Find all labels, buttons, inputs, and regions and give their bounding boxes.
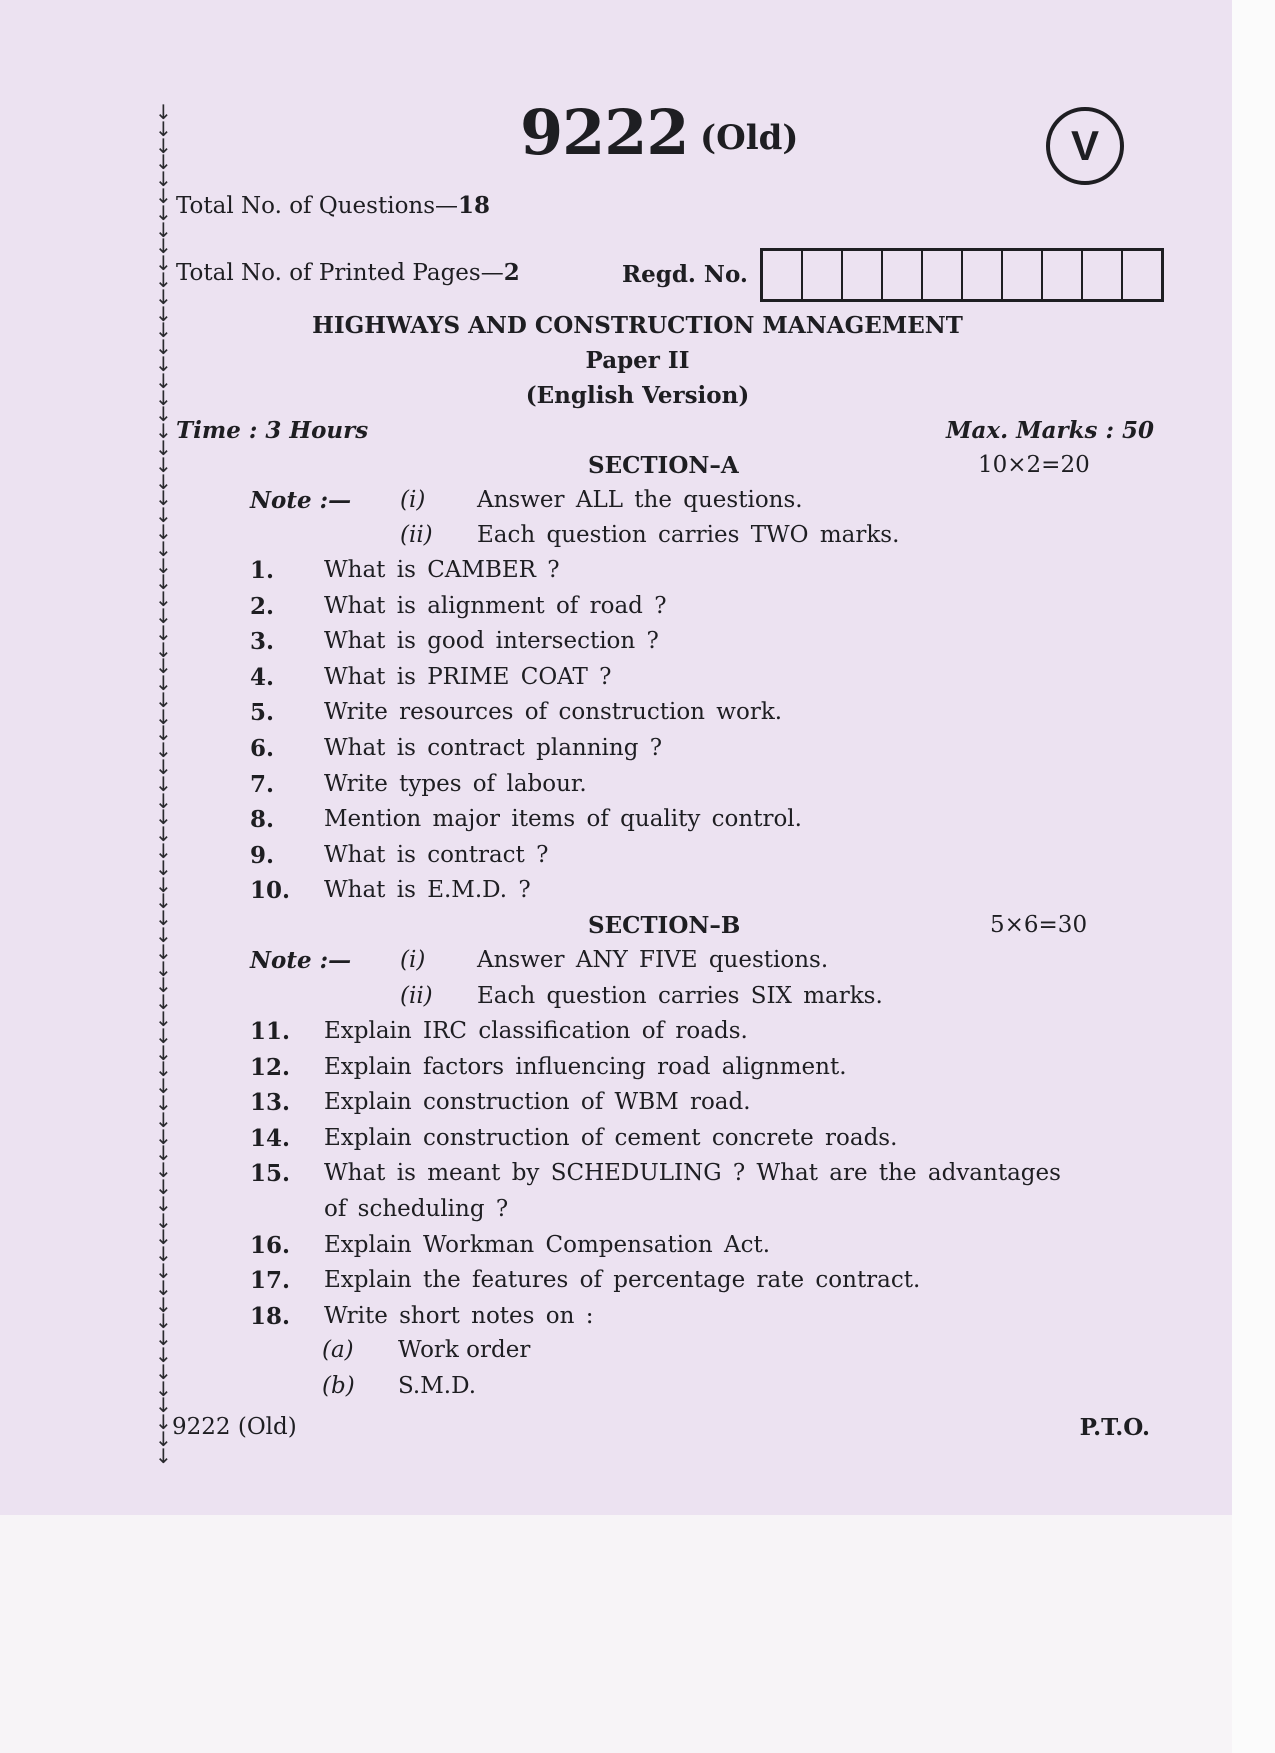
question-number: 1. bbox=[250, 557, 275, 584]
note-marker: (ii) bbox=[400, 983, 433, 1009]
regd-number-boxes[interactable] bbox=[760, 248, 1164, 302]
sub-item-marker: (a) bbox=[322, 1337, 354, 1363]
question-text: What is PRIME COAT ? bbox=[324, 663, 612, 690]
question-text: What is meant by SCHEDULING ? What are the advantages bbox=[324, 1160, 1061, 1187]
question-number: 5. bbox=[250, 699, 275, 727]
question-number: 18. bbox=[250, 1302, 291, 1330]
note-marker: (ii) bbox=[400, 522, 433, 548]
regd-digit-box[interactable] bbox=[963, 251, 1003, 299]
question-number: 3. bbox=[250, 628, 275, 656]
question-number: 12. bbox=[250, 1053, 291, 1081]
scan-margin bbox=[0, 1515, 1232, 1753]
question-number: 10. bbox=[250, 877, 291, 905]
question-number: 6. bbox=[250, 735, 275, 762]
exam-time: Time : 3 Hours bbox=[176, 417, 369, 444]
question-text: Explain the features of percentage rate contract. bbox=[324, 1267, 921, 1294]
footer-pto: P.T.O. bbox=[1079, 1414, 1150, 1441]
max-marks: Max. Marks : 50 bbox=[946, 417, 1154, 444]
paper-code: 9222 bbox=[520, 96, 689, 169]
note-marker: (i) bbox=[400, 947, 426, 973]
question-text: What is CAMBER ? bbox=[324, 557, 560, 583]
question-text: What is alignment of road ? bbox=[324, 592, 667, 619]
regd-digit-box[interactable] bbox=[1083, 251, 1123, 299]
regd-digit-box[interactable] bbox=[1003, 251, 1043, 299]
note-text: Each question carries TWO marks. bbox=[477, 522, 900, 548]
total-questions bbox=[176, 192, 490, 219]
question-number: 2. bbox=[250, 592, 275, 620]
section-b-heading: SECTION–B bbox=[588, 912, 741, 939]
section-a-heading: SECTION–A bbox=[588, 452, 739, 479]
sub-item-text: Work order bbox=[398, 1337, 531, 1363]
total-pages-text: Total No. of Printed Pages—2 bbox=[176, 259, 520, 286]
total-pages bbox=[176, 259, 520, 286]
question-number: 11. bbox=[250, 1018, 291, 1045]
note-text: Each question carries SIX marks. bbox=[477, 983, 883, 1009]
note-label: Note :— bbox=[250, 487, 352, 514]
question-text: Explain IRC classification of roads. bbox=[324, 1018, 748, 1044]
question-text: What is contract planning ? bbox=[324, 735, 663, 761]
version-label: (English Version) bbox=[525, 382, 750, 409]
regd-digit-box[interactable] bbox=[883, 251, 923, 299]
total-questions-text: Total No. of Questions—18 bbox=[176, 192, 491, 219]
regd-digit-box[interactable] bbox=[763, 251, 803, 299]
subject-title: HIGHWAYS AND CONSTRUCTION MANAGEMENT bbox=[312, 312, 963, 339]
question-text: What is good intersection ? bbox=[324, 628, 659, 655]
note-text: Answer ANY FIVE questions. bbox=[477, 947, 829, 973]
version-badge-letter: V bbox=[1070, 122, 1099, 169]
note-marker: (i) bbox=[400, 487, 426, 513]
question-text: Explain construction of cement concrete roads. bbox=[324, 1124, 898, 1151]
section-a-marks: 10×2=20 bbox=[978, 452, 1090, 478]
question-number: 16. bbox=[250, 1231, 291, 1259]
sub-item-text: S.M.D. bbox=[398, 1373, 477, 1399]
regd-digit-box[interactable] bbox=[923, 251, 963, 299]
question-text: of scheduling ? bbox=[324, 1196, 509, 1222]
regd-digit-box[interactable] bbox=[1123, 251, 1161, 299]
regd-digit-box[interactable] bbox=[803, 251, 843, 299]
count-value: 2 bbox=[503, 259, 520, 286]
question-text: Write resources of construction work. bbox=[324, 699, 783, 726]
question-number: 13. bbox=[250, 1089, 291, 1117]
question-number: 4. bbox=[250, 663, 275, 691]
question-number: 15. bbox=[250, 1160, 291, 1188]
sub-item-marker: (b) bbox=[322, 1373, 355, 1399]
question-text: Explain construction of WBM road. bbox=[324, 1089, 751, 1116]
regd-digit-box[interactable] bbox=[843, 251, 883, 299]
question-text: Explain Workman Compensation Act. bbox=[324, 1231, 771, 1258]
version-badge bbox=[1046, 107, 1124, 185]
question-number: 7. bbox=[250, 770, 275, 798]
count-value: 18 bbox=[458, 192, 491, 219]
question-text: What is E.M.D. ? bbox=[324, 877, 531, 904]
question-text: Write short notes on : bbox=[324, 1302, 594, 1329]
question-text: What is contract ? bbox=[324, 841, 549, 868]
regd-label: Regd. No. bbox=[622, 261, 748, 288]
note-label: Note :— bbox=[250, 947, 352, 974]
question-text: Write types of labour. bbox=[324, 770, 587, 797]
question-text: Explain factors influencing road alignment. bbox=[324, 1053, 847, 1080]
margin-arrows: ↓ ↓ ↓ ↓ ↓ ↓ ↓ ↓ ↓ ↓ ↓ ↓ ↓ ↓ ↓ ↓ ↓ ↓ ↓ ↓ ↓ ↓ ↓ ↓ ↓ ↓ ↓ ↓ ↓ ↓ ↓ ↓ ↓ ↓ ↓ ↓ ↓ ↓ ↓ ↓ ↓ ↓ ↓ ↓ ↓ ↓ ↓ ↓ ↓ ↓ ↓ ↓ ↓ ↓ ↓ ↓ ↓ ↓ ↓ ↓ ↓ ↓ ↓ ↓ ↓ ↓ ↓ ↓ ↓ ↓ ↓ ↓ ↓ ↓ ↓ ↓ ↓ ↓ ↓ ↓ ↓ bbox=[155, 100, 172, 1468]
question-number: 9. bbox=[250, 841, 275, 869]
footer-code: 9222 (Old) bbox=[172, 1414, 297, 1440]
question-number: 17. bbox=[250, 1267, 291, 1295]
question-number: 8. bbox=[250, 806, 275, 834]
question-text: Mention major items of quality control. bbox=[324, 806, 802, 833]
paper-variant: (Old) bbox=[700, 118, 799, 158]
question-number: 14. bbox=[250, 1124, 291, 1152]
paper-number: Paper II bbox=[585, 347, 690, 374]
section-b-marks: 5×6=30 bbox=[990, 912, 1088, 938]
note-text: Answer ALL the questions. bbox=[477, 487, 803, 513]
regd-digit-box[interactable] bbox=[1043, 251, 1083, 299]
